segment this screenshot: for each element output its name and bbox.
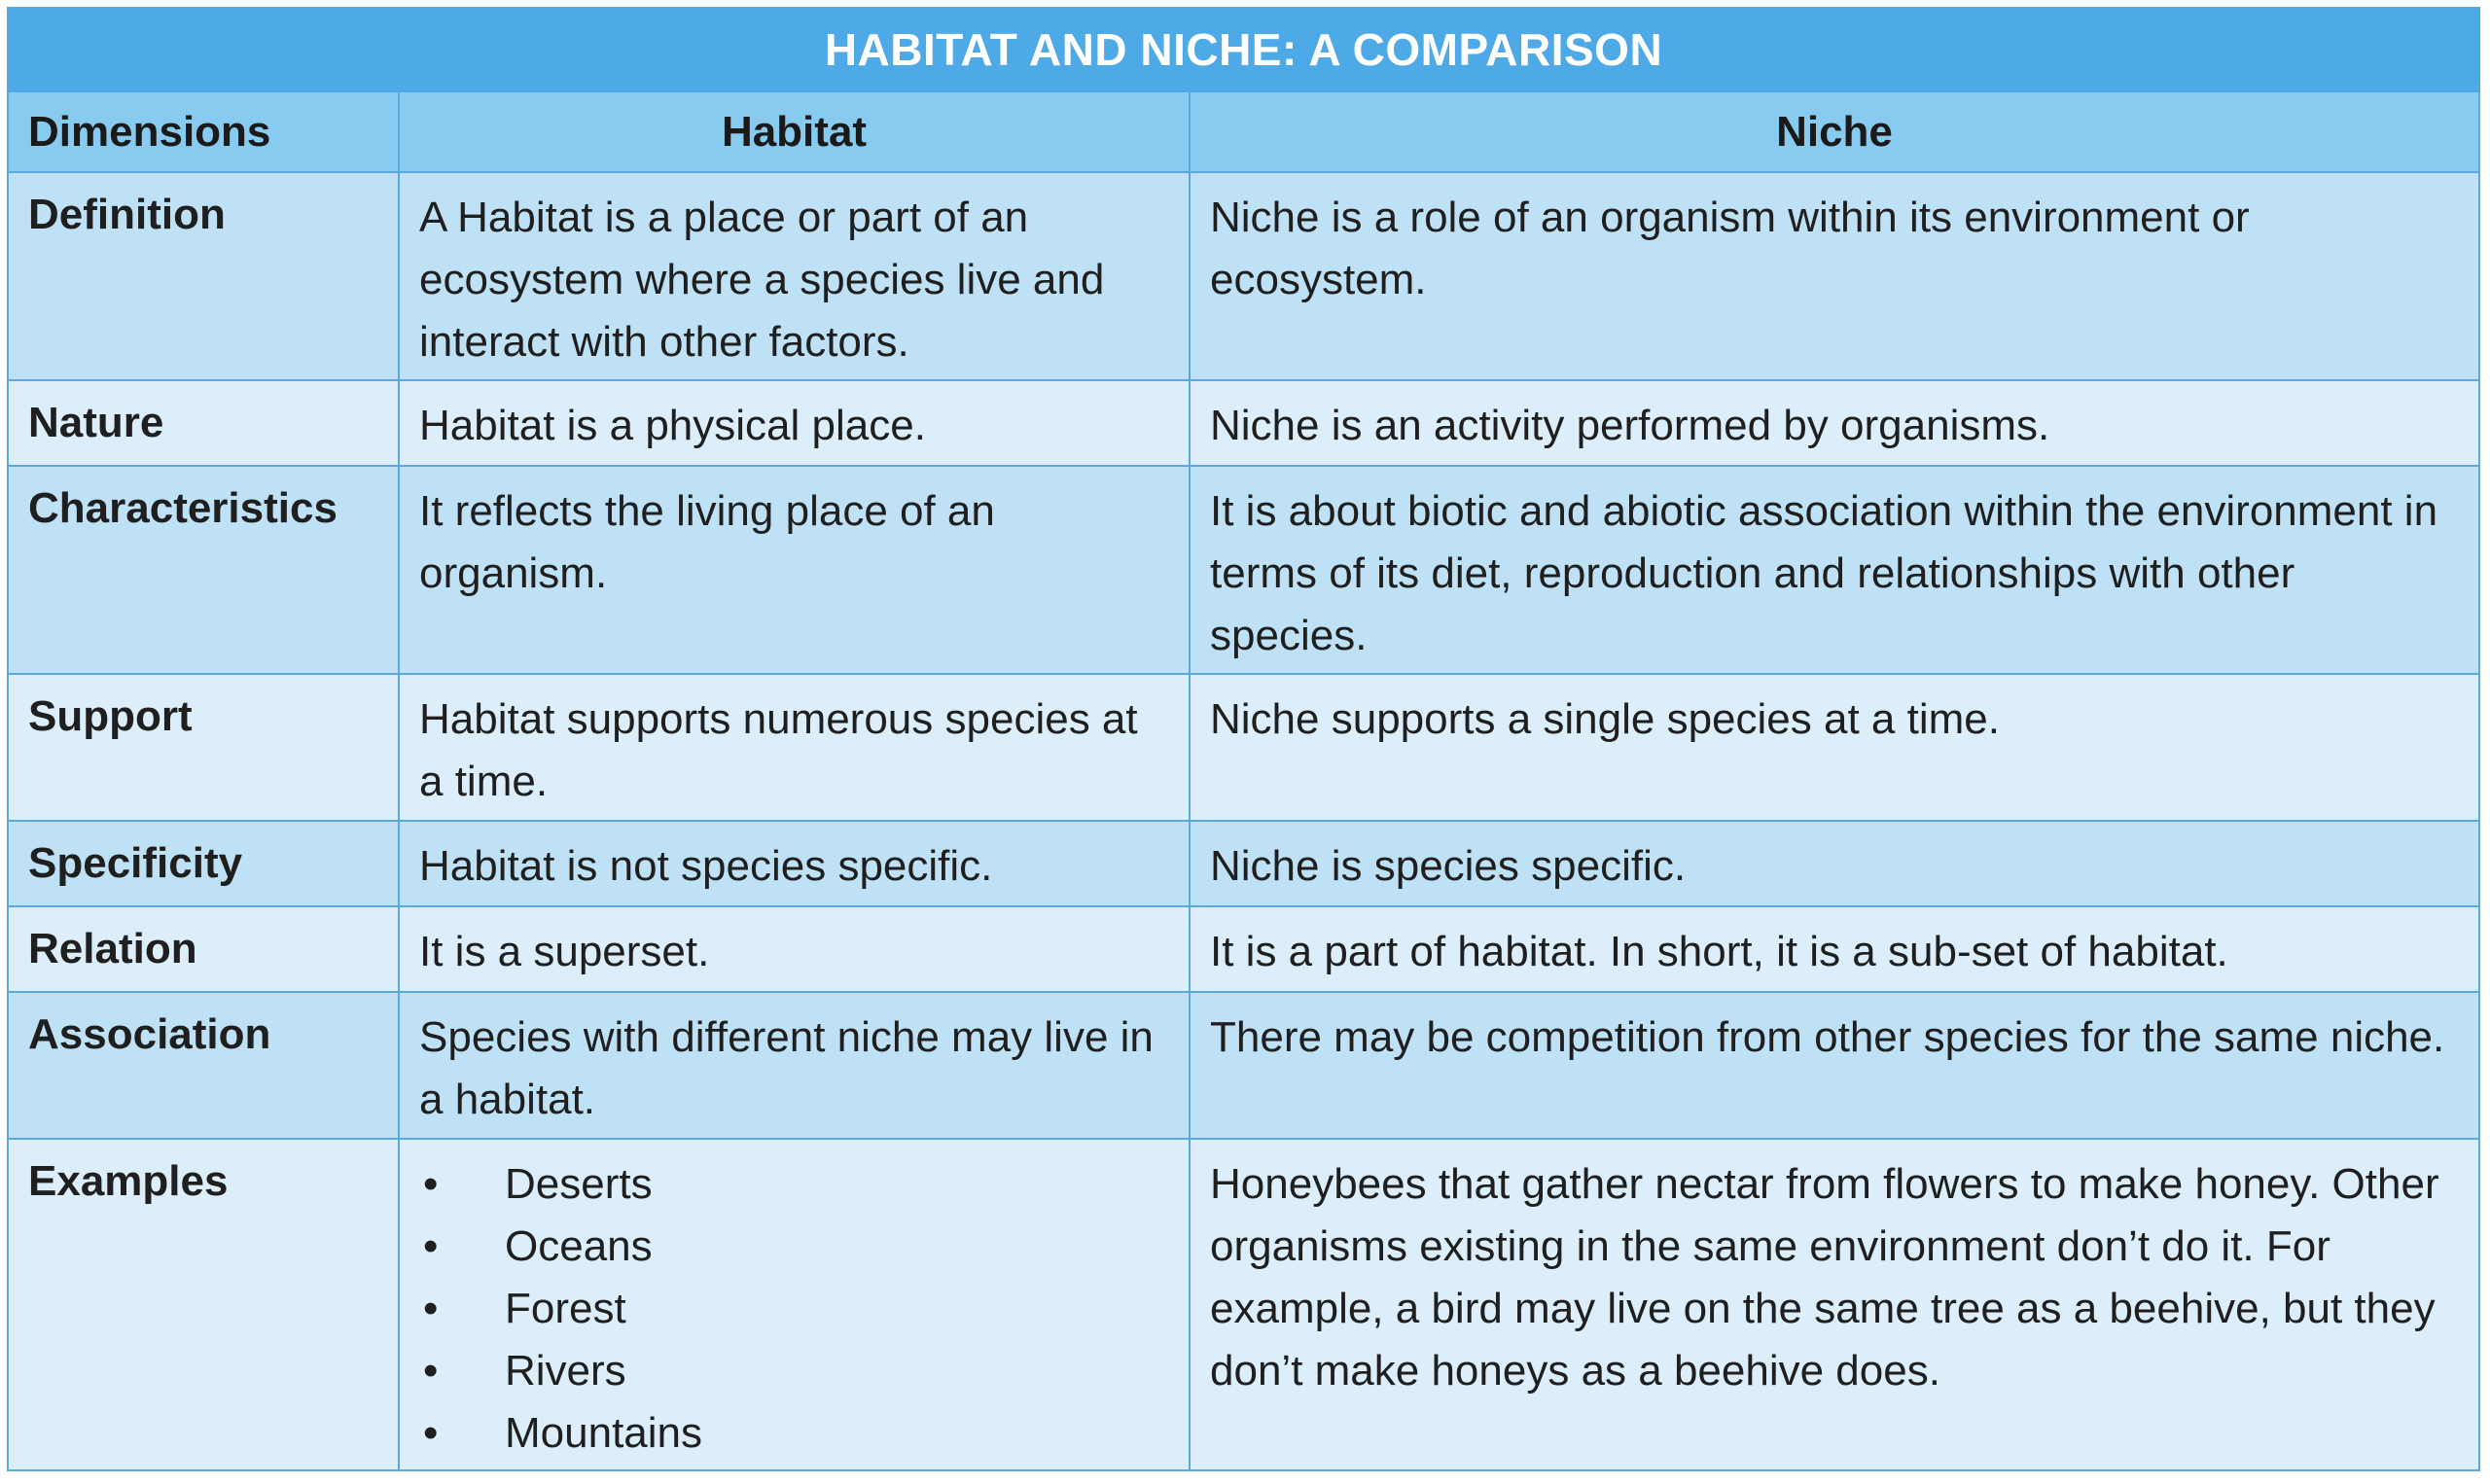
table-row-nature (8, 380, 2479, 466)
bullet-icon: • (423, 1409, 439, 1457)
habitat-cell: Habitat supports numerous species at a time. (399, 674, 1190, 821)
bullet-icon: • (423, 1285, 439, 1332)
niche-cell: It is about biotic and abiotic association within the environment in terms of its diet, reproduction and relationships with other species. (1190, 466, 2479, 674)
list-item: • Deserts (419, 1153, 1169, 1216)
habitat-niche-table (7, 7, 2480, 1471)
habitat-cell: Habitat is not species specific. (399, 821, 1190, 906)
header-habitat: Habitat (399, 91, 1190, 172)
habitat-examples-list (419, 1153, 1169, 1465)
list-item: • Forest (419, 1278, 1169, 1340)
row-label: Characteristics (8, 466, 399, 674)
table-row-relation (8, 906, 2479, 992)
row-label: Nature (8, 380, 399, 466)
habitat-cell: It is a superset. (399, 906, 1190, 992)
niche-cell: Niche is species specific. (1190, 821, 2479, 906)
bullet-icon: • (423, 1347, 439, 1395)
habitat-cell (399, 1139, 1190, 1470)
row-label: Association (8, 992, 399, 1139)
table-row-characteristics (8, 466, 2479, 674)
table-row-support (8, 674, 2479, 821)
list-item: • Rivers (419, 1340, 1169, 1402)
list-item: • Mountains (419, 1402, 1169, 1465)
table-row-examples (8, 1139, 2479, 1470)
table-row-definition (8, 172, 2479, 380)
row-label: Specificity (8, 821, 399, 906)
niche-cell: Honeybees that gather nectar from flowers to make honey. Other organisms existing in the same environment don’t do it. For example, a bird may live on the same tree as a beehive, but they don’t make honeys as a beehive does. (1190, 1139, 2479, 1470)
row-label: Relation (8, 906, 399, 992)
table-row-association (8, 992, 2479, 1139)
habitat-cell: It reflects the living place of an organism. (399, 466, 1190, 674)
list-item: • Oceans (419, 1216, 1169, 1278)
table-title: HABITAT AND NICHE: A COMPARISON (8, 8, 2479, 91)
row-label: Support (8, 674, 399, 821)
niche-cell: Niche supports a single species at a time. (1190, 674, 2479, 821)
header-niche: Niche (1190, 91, 2479, 172)
table-row-specificity (8, 821, 2479, 906)
row-label: Examples (8, 1139, 399, 1470)
habitat-cell: Species with different niche may live in a habitat. (399, 992, 1190, 1139)
row-label: Definition (8, 172, 399, 380)
bullet-icon: • (423, 1222, 439, 1270)
comparison-table-container (7, 7, 2480, 1471)
niche-cell: Niche is an activity performed by organisms. (1190, 380, 2479, 466)
bullet-icon: • (423, 1160, 439, 1208)
header-row (8, 91, 2479, 172)
habitat-cell: Habitat is a physical place. (399, 380, 1190, 466)
header-dimensions: Dimensions (8, 91, 399, 172)
niche-cell: It is a part of habitat. In short, it is a sub-set of habitat. (1190, 906, 2479, 992)
niche-cell: Niche is a role of an organism within its environment or ecosystem. (1190, 172, 2479, 380)
habitat-cell: A Habitat is a place or part of an ecosystem where a species live and interact with other factors. (399, 172, 1190, 380)
title-row (8, 8, 2479, 91)
niche-cell: There may be competition from other species for the same niche. (1190, 992, 2479, 1139)
